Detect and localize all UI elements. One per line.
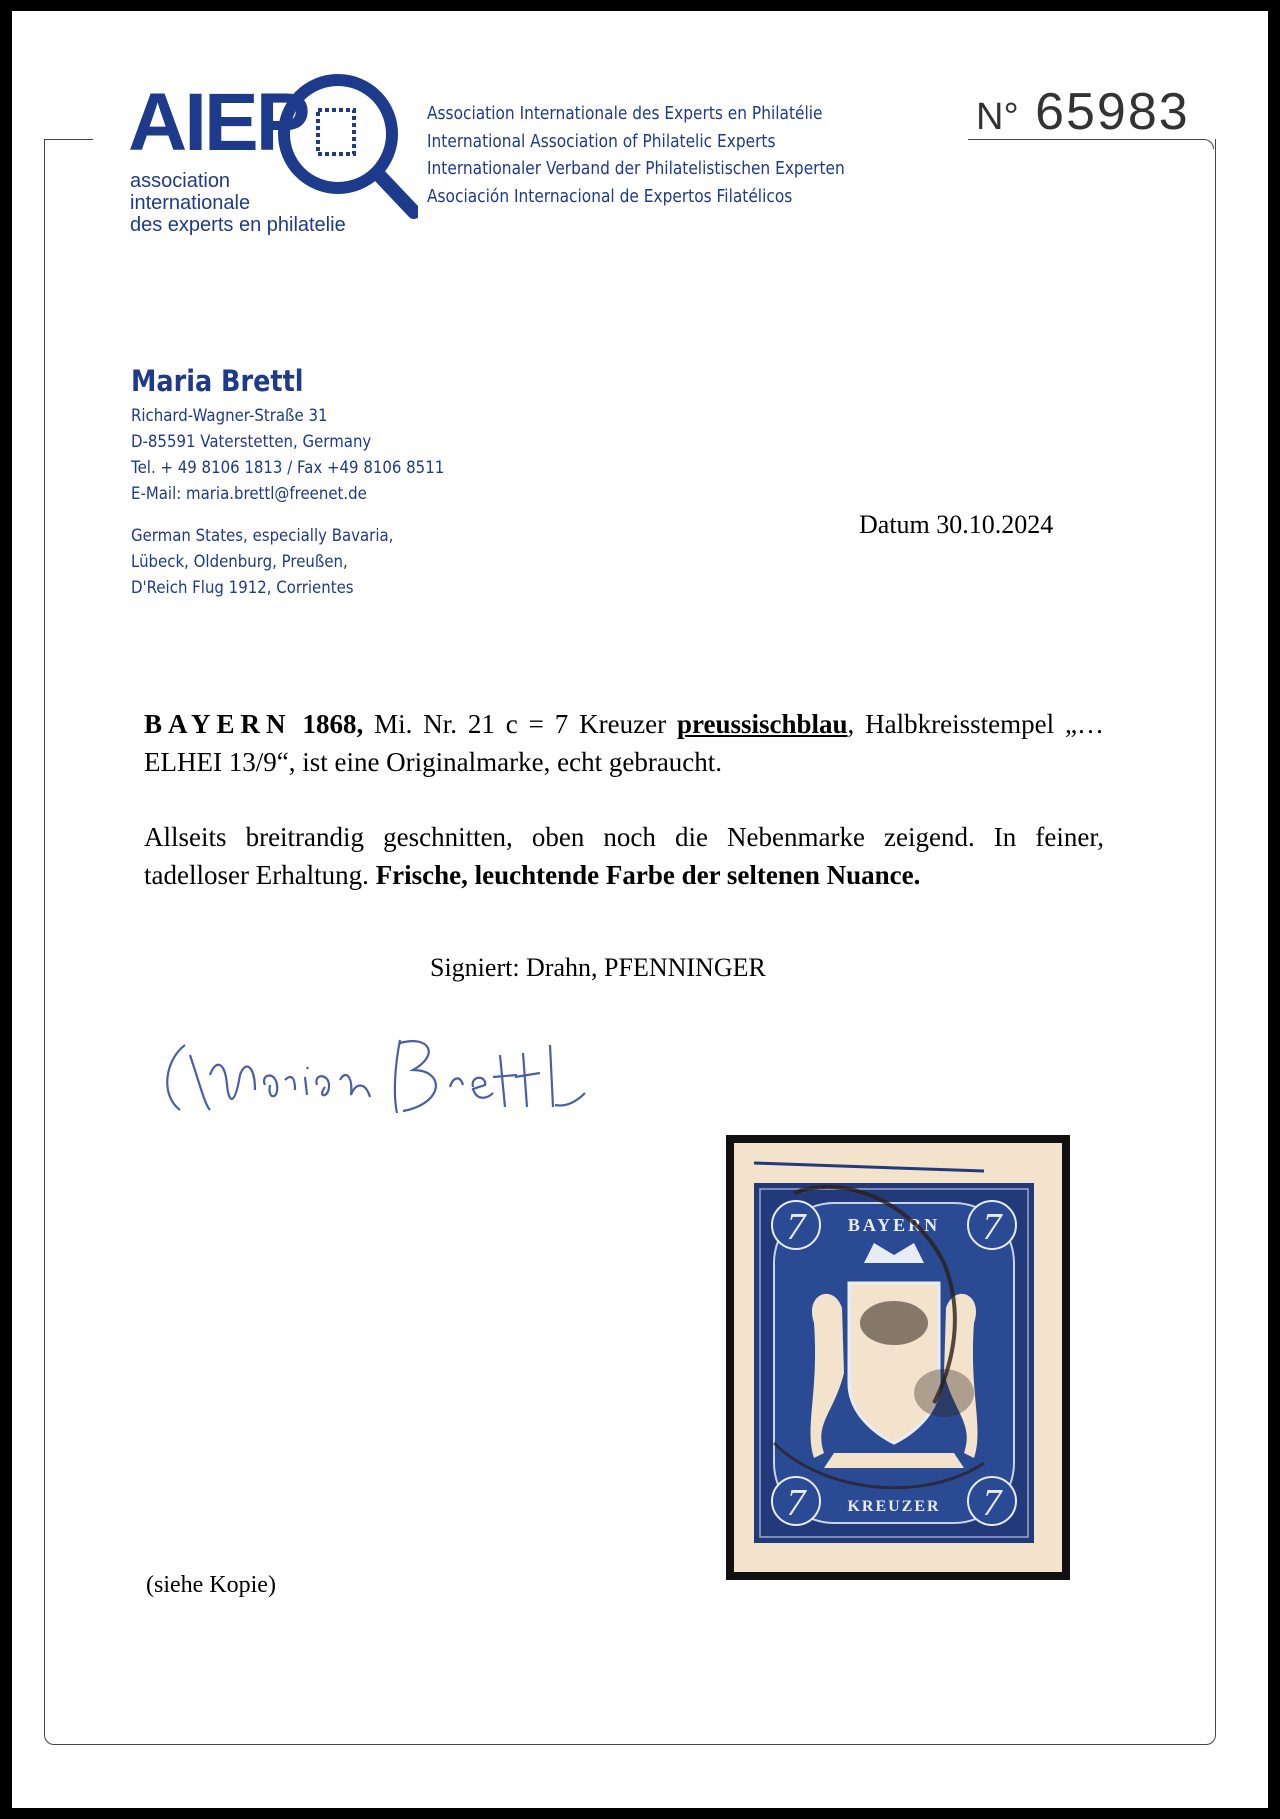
aiep-logo — [128, 62, 418, 237]
number-value: 65983 — [1035, 83, 1190, 141]
certificate-date: Datum 30.10.2024 — [859, 510, 1054, 539]
stamp-top-text: BAYERN — [847, 1215, 941, 1235]
stamp-value-br: 7 — [982, 1482, 1002, 1524]
expert-specialties — [131, 523, 444, 601]
condition-text: Allseits breitrandig geschnitten, oben noch die Nebenmarke zeigend. In feiner, tadelloser Erhaltung. — [144, 822, 1104, 890]
copy-note: (siehe Kopie) — [146, 1572, 276, 1598]
address-line: D-85591 Vaterstetten, Germany — [131, 432, 372, 452]
signed-by: Signiert: Drahn, PFENNINGER — [430, 953, 766, 982]
number-prefix: N° — [976, 96, 1019, 138]
address-line: E-Mail: maria.brettl@freenet.de — [131, 484, 367, 504]
logo-subtitle-line: internationale — [130, 192, 251, 214]
issue-year: 1868, — [302, 709, 364, 739]
country-name: BAYERN — [144, 709, 292, 739]
address-line: Richard-Wagner-Straße 31 — [131, 406, 328, 426]
association-name-fr: Association Internationale des Experts en Philatélie — [427, 104, 823, 124]
address-line: Tel. + 49 8106 1813 / Fax +49 8106 8511 — [131, 458, 445, 478]
bavaria-stamp-icon — [734, 1143, 1062, 1572]
association-name-es: Asociación Internacional de Expertos Filatélicos — [427, 186, 793, 207]
logo-letters: AIEP — [128, 77, 308, 168]
association-name-en: International Association of Philatelic Experts — [427, 131, 776, 152]
expert-name: Maria Brettl — [131, 364, 304, 398]
association-names — [427, 101, 845, 211]
description-paragraph-1 — [144, 705, 1104, 781]
expert-signature — [155, 1015, 595, 1125]
frame-top-left-line — [44, 139, 93, 140]
description-paragraph-2 — [144, 818, 1104, 894]
specialty-line: D'Reich Flug 1912, Corrientes — [131, 578, 354, 598]
stamp-color: preussischblau — [676, 709, 848, 739]
specialty-line: Lübeck, Oldenburg, Preußen, — [131, 552, 348, 572]
logo-subtitle — [130, 170, 346, 236]
logo-subtitle-line: association — [130, 170, 231, 192]
stamp-value-tr: 7 — [982, 1206, 1002, 1248]
expert-info — [131, 363, 444, 601]
stamp-value-bl: 7 — [786, 1482, 806, 1524]
specialty-line: German States, especially Bavaria, — [131, 526, 394, 546]
stamp-bottom-text: KREUZER — [847, 1498, 941, 1515]
logo-subtitle-line: des experts en philatelie — [130, 214, 346, 236]
certificate-number — [976, 82, 1190, 142]
color-remark: Frische, leuchtende Farbe der seltenen Nuance. — [375, 860, 921, 890]
stamp-value-tl: 7 — [786, 1206, 806, 1248]
cancel-text: , Halbkreisstempel „…ELHEI 13/9“, ist eine Originalmarke, echt gebraucht. — [144, 709, 1105, 777]
association-name-de: Internationaler Verband der Philatelistischen Experten — [427, 159, 845, 179]
catalog-text: Mi. Nr. 21 c = 7 Kreuzer — [363, 709, 677, 739]
stamp-image — [726, 1135, 1070, 1580]
